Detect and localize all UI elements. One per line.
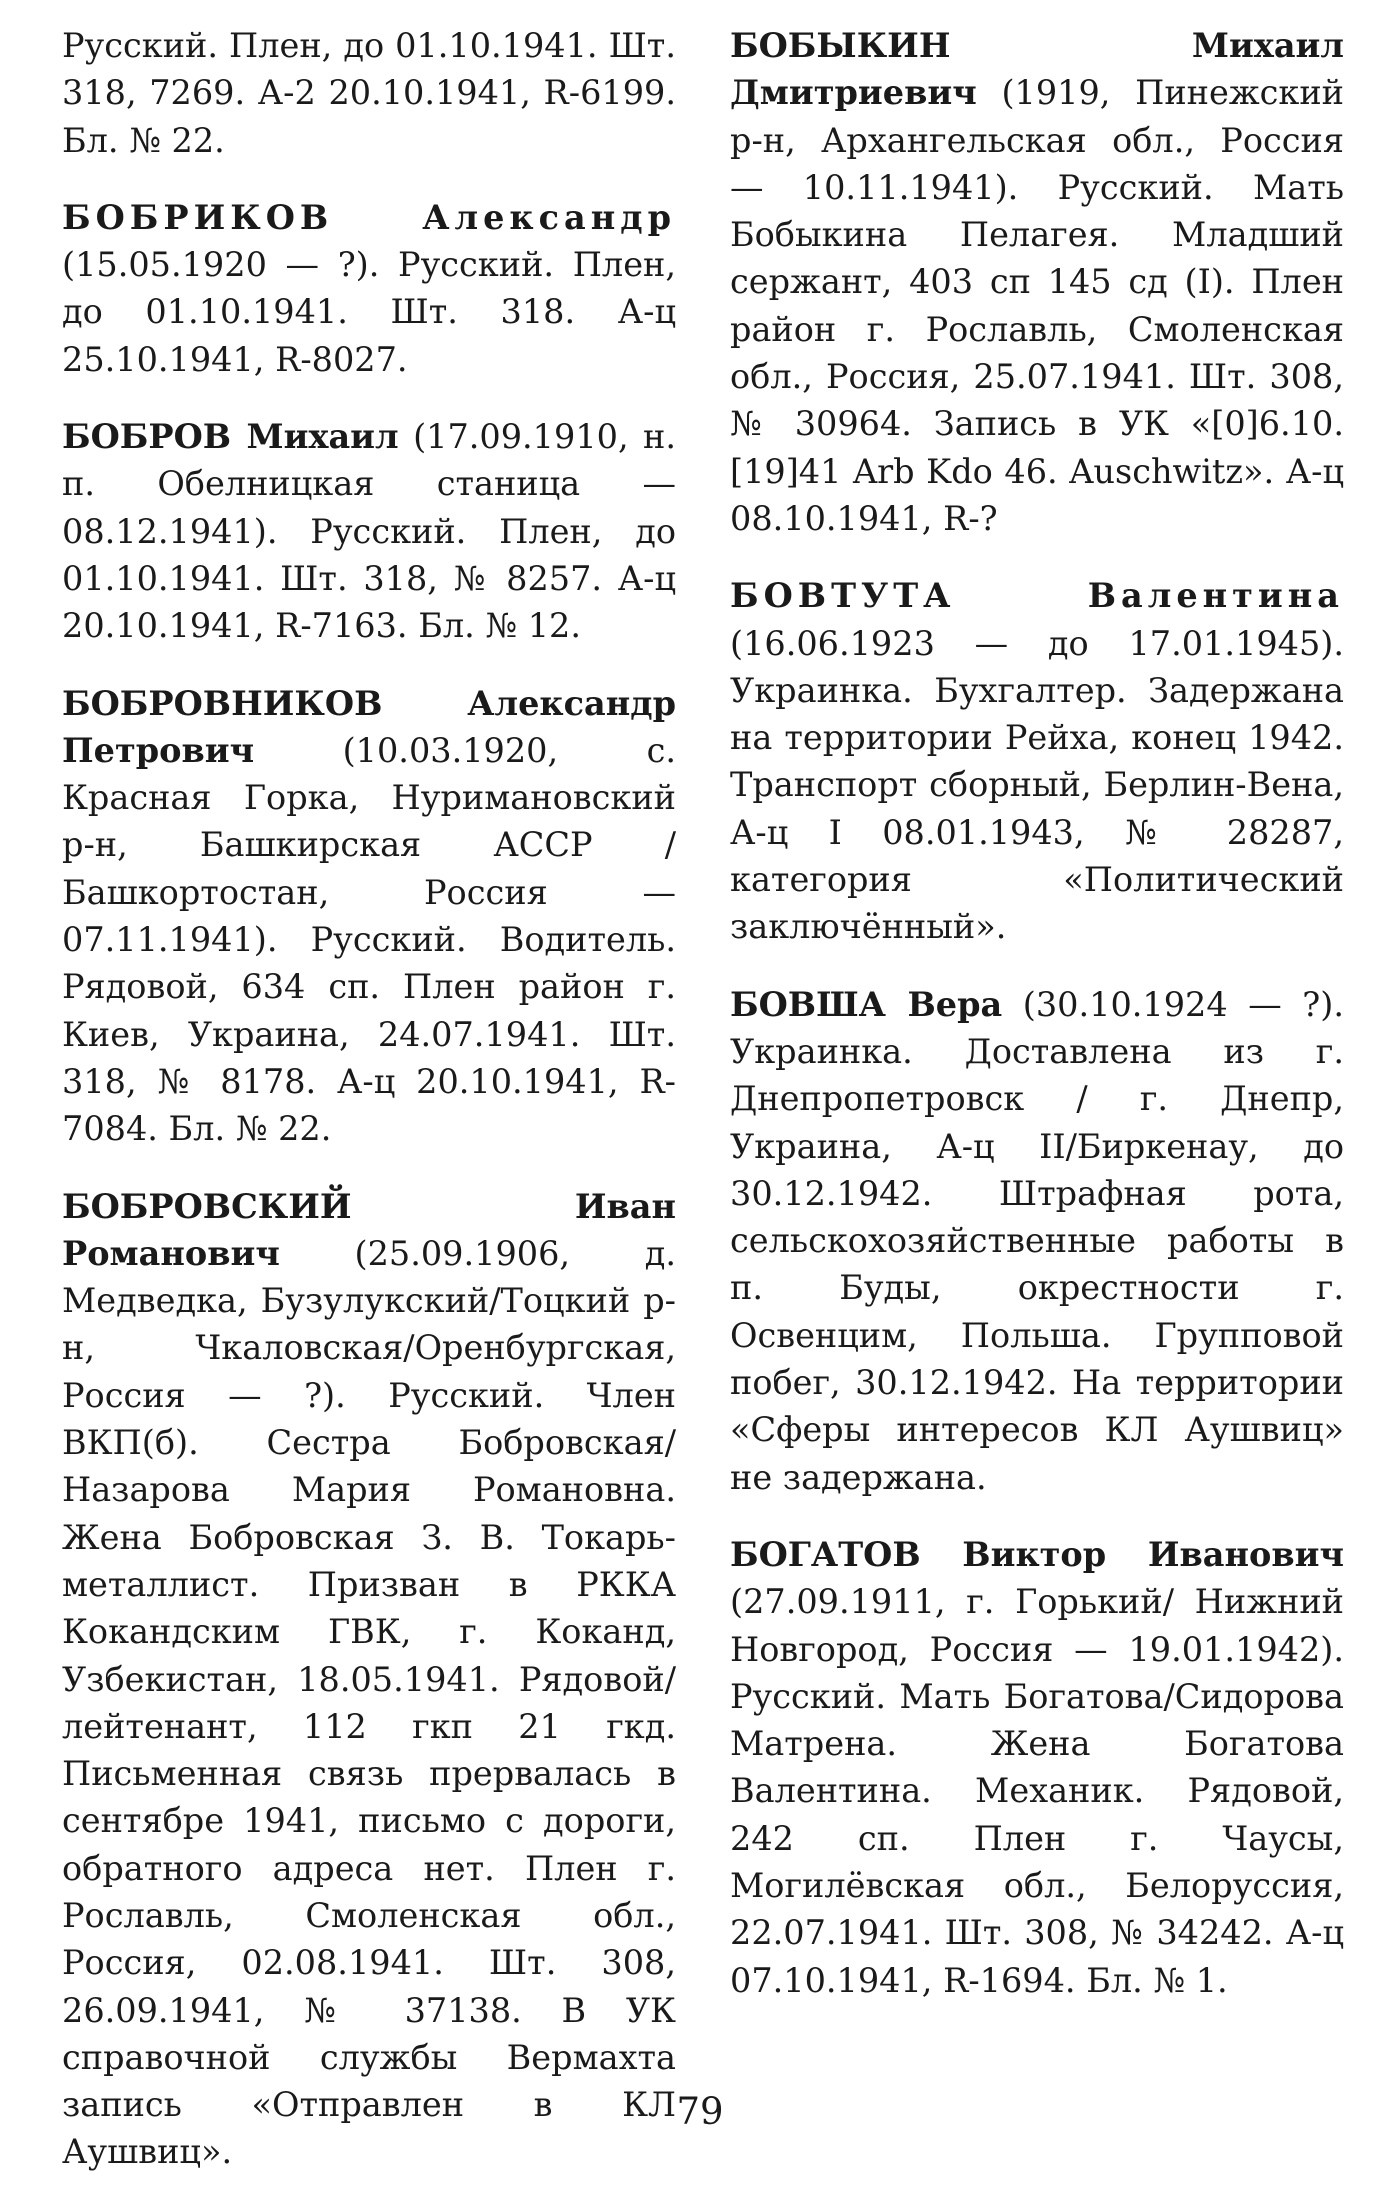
entry-bovtuta [730,572,1344,950]
left-column [62,22,676,2206]
entry-bobrikov [62,194,676,383]
entry-bogatov [730,1531,1344,2004]
entry-text: (15.05.1920 — ?). Русский. Плен, до 01.10.1941. Шт. 318. А-ц 25.10.1941, R-8027. [62,245,676,379]
entry-continuation [62,22,676,164]
page-number: 79 [676,2090,724,2133]
entry-text: (30.10.1924 — ?). Украинка. Доставлена из г. Днепропетровск / г. Днепр, Украина, А-ц II/Биркенау, до 30.12.1942. Штрафная рота, сельскохозяйственные работы в п. Буды, окрестности г. Освенцим, Польша. Групповой побег, 30.12.1942. На территории «Сферы интересов КЛ Аушвиц» не задержана. [730,984,1344,1497]
entry-bobrovnikov [62,680,676,1153]
entry-text: (27.09.1911, г. Горький/ Нижний Новгород, Россия — 19.01.1942). Русский. Мать Богатова/Сидорова Матрена. Жена Богатова Валентина. Механик. Рядовой, 242 сп. Плен г. Чаусы, Могилёвская обл., Белоруссия, 22.07.1941. Шт. 308, № 34242. А-ц 07.10.1941, R-1694. Бл. № 1. [730,1582,1344,2000]
entry-bobrov [62,413,676,649]
right-column [730,22,1344,2034]
entry-bobykin [730,22,1344,542]
entry-bovsha [730,981,1344,1501]
entry-text: (1919, Пинежский р-н, Архангельская обл., Россия — 10.11.1941). Русский. Мать Бобыкина Пелагея. Младший сержант, 403 сп 145 сд (I). Плен район г. Рославль, Смоленская обл., Россия, 25.07.1941. Шт. 308, № 30964. Запись в УК «[0]6.10. [19]41 Arb Kdo 46. Auschwitz». А-ц 08.10.1941, R-? [730,73,1344,538]
entry-text: Русский. Плен, до 01.10.1941. Шт. 318, 7269. А-2 20.10.1941, R-6199. Бл. № 22. [62,26,676,160]
entry-name: БОБЫКИН Михаил Дмитриевич [730,26,1344,113]
entry-name: БОБРОВНИКОВ Александр Петрович [62,683,676,770]
entry-text: (25.09.1906, д. Медведка, Бузулукский/Тоцкий р-н, Чкаловская/Оренбургская, Россия — ?). Русский. Член ВКП(б). Сестра Бобровская/ Назарова Мария Романовна. Жена Бобровская З. В. Токарь-металлист. Призван в РККА Кокандским ГВК, г. Коканд, Узбекистан, 18.05.1941. Рядовой/лейтенант, 112 гкп 21 гкд. Письменная связь прервалась в сентябре 1941, письмо с дороги, обратного адреса нет. Плен г. Рославль, Смоленская обл., Россия, 02.08.1941. Шт. 308, 26.09.1941, № 37138. В УК справочной службы Вермахта запись «Отправлен в КЛ Аушвиц». [62,1233,676,2172]
entry-name: БОВША Вера [730,984,1003,1024]
entry-name: БОБРОВ Михаил [62,417,399,457]
entry-text: (17.09.1910, н. п. Обелницкая станица — 08.12.1941). Русский. Плен, до 01.10.1941. Шт. 318, № 8257. А-ц 20.10.1941, R-7163. Бл. № 12. [62,417,676,646]
entry-name: БОВТУТА Валентина [730,576,1344,616]
entry-name: БОБРОВСКИЙ Иван Романович [62,1186,676,1273]
entry-name: БОБРИКОВ Александр [62,197,676,237]
entry-text: (10.03.1920, с. Красная Горка, Нуримановский р-н, Башкирская АССР / Башкортостан, Россия — 07.11.1941). Русский. Водитель. Рядовой, 634 сп. Плен район г. Киев, Украина, 24.07.1941. Шт. 318, № 8178. А-ц 20.10.1941, R-7084. Бл. № 22. [62,730,676,1149]
entry-text: (16.06.1923 — до 17.01.1945). Украинка. Бухгалтер. Задержана на территории Рейха, конец 1942. Транспорт сборный, Берлин-Вена, А-ц I 08.01.1943, № 28287, категория «Политический заключённый». [730,623,1344,947]
entry-name: БОГАТОВ Виктор Иванович [730,1534,1344,1574]
entry-bobrovskiy [62,1183,676,2176]
